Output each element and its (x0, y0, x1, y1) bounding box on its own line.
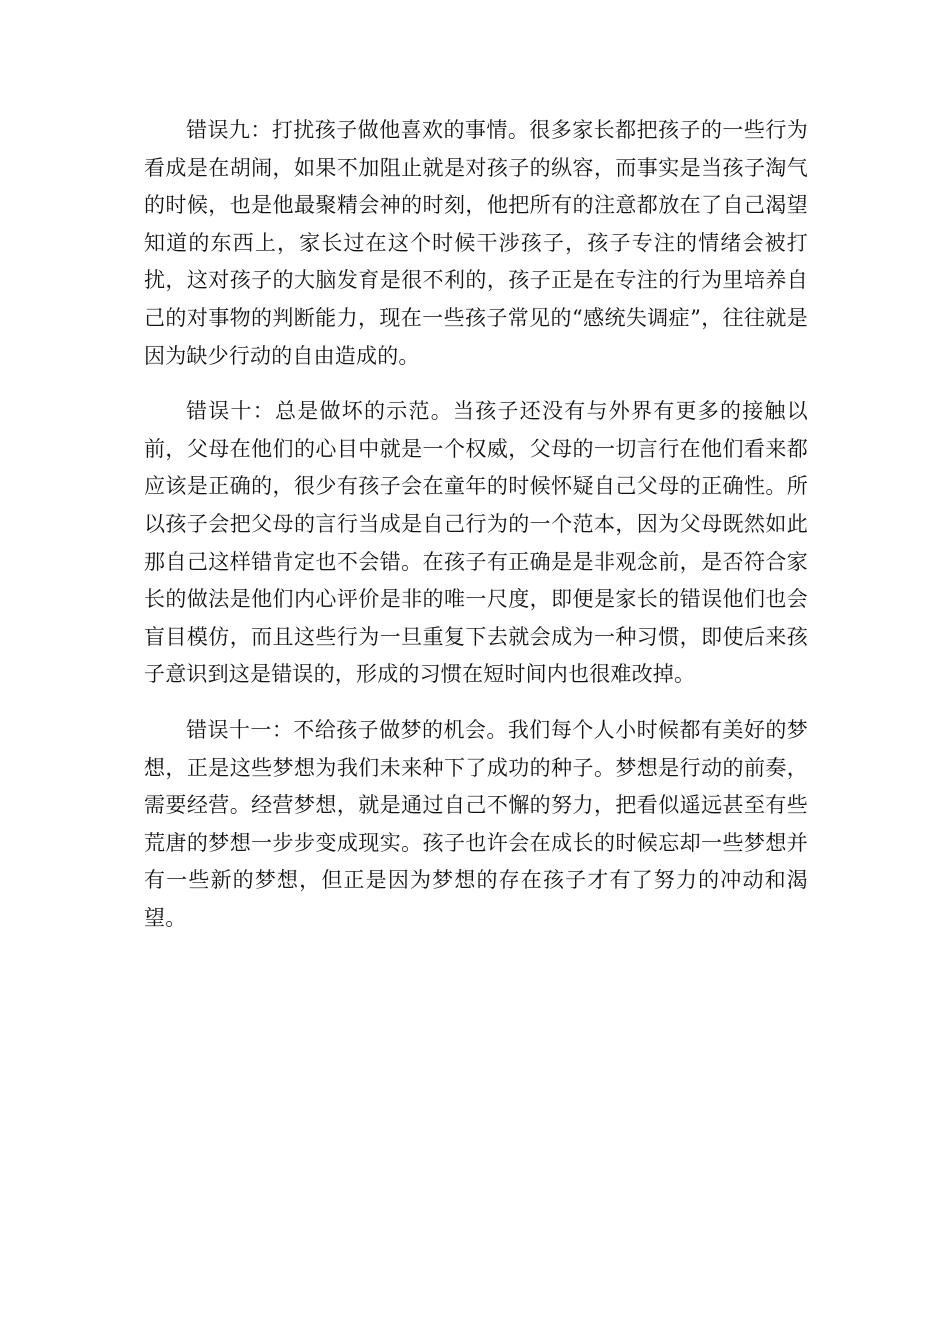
paragraph-error-nine: 错误九：打扰孩子做他喜欢的事情。很多家长都把孩子的一些行为看成是在胡闹，如果不加阻止就是对孩子的纵容，而事实是当孩子淘气的时候，也是他最聚精会神的时刻，他把所有的注意都放在了自己渴望知道的东西上，家长过在这个时候干涉孩子，孩子专注的情绪会被打扰，这对孩子的大脑发育是很不利的，孩子正是在专注的行为里培养自己的对事物的判断能力，现在一些孩子常见的“感统失调症”，往往就是因为缺少行动的自由造成的。 (144, 118, 808, 368)
paragraph-error-ten: 错误十：总是做坏的示范。当孩子还没有与外界有更多的接触以前，父母在他们的心目中就是一个权威，父母的一切言行在他们看来都应该是正确的，很少有孩子会在童年的时候怀疑自己父母的正确性。所以孩子会把父母的言行当成是自己行为的一个范本，因为父母既然如此那自己这样错肯定也不会错。在孩子有正确是是非观念前，是否符合家长的做法是他们内心评价是非的唯一尺度，即便是家长的错误他们也会盲目模仿，而且这些行为一旦重复下去就会成为一种习惯，即使后来孩子意识到这是错误的，形成的习惯在短时间内也很难改掉。 (144, 399, 808, 687)
paragraph-error-eleven: 错误十一：不给孩子做梦的机会。我们每个人小时候都有美好的梦想，正是这些梦想为我们未来种下了成功的种子。梦想是行动的前奏，需要经营。经营梦想，就是通过自己不懈的努力，把看似遥远甚至有些荒唐的梦想一步步变成现实。孩子也许会在成长的时候忘却一些梦想并有一些新的梦想，但正是因为梦想的存在孩子才有了努力的冲动和渴望。 (144, 717, 808, 930)
document-body (144, 112, 808, 937)
